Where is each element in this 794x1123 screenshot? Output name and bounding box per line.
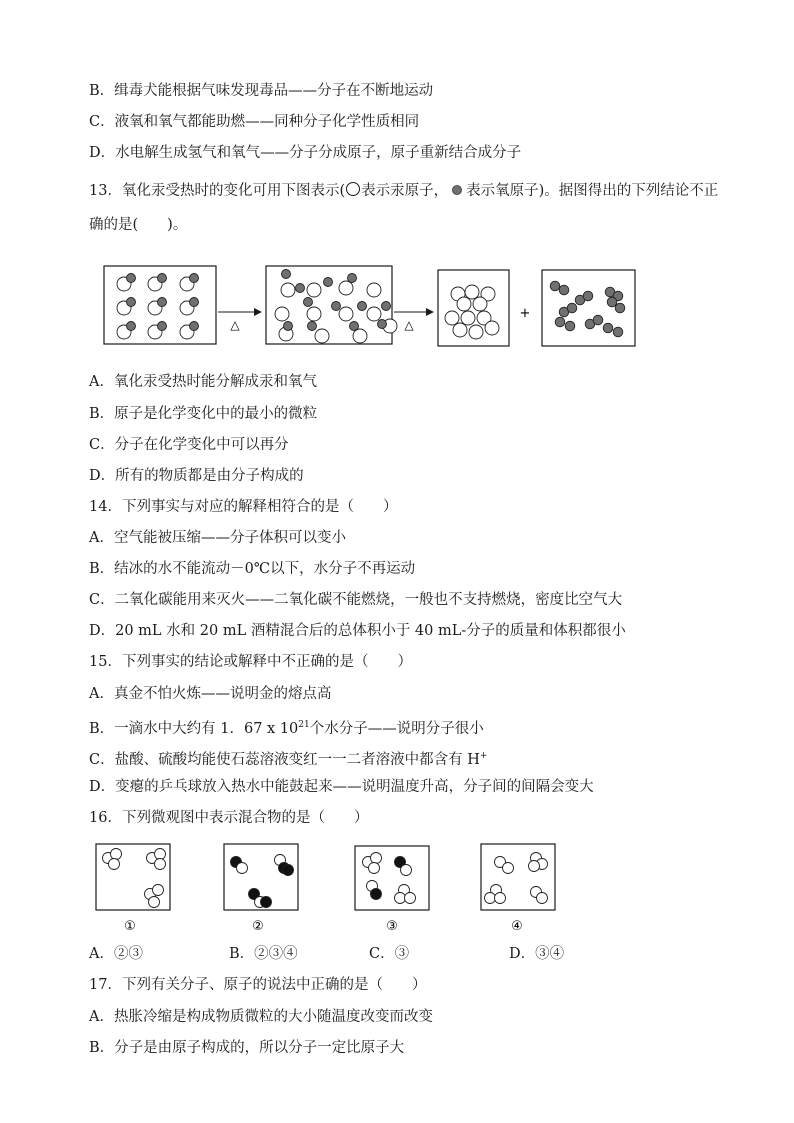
q16-box-3 [355,846,429,910]
q16-label-2: ② [252,919,264,934]
oxygen-atom [348,274,357,283]
q14-stem: 14．下列事实与对应的解释相符合的是（ ） [89,499,398,515]
q13-stem [89,181,718,201]
q12-option-d: D．水电解生成氢气和氧气——分子分成原子，原子重新结合成分子 [89,145,522,161]
q15-option-a: A．真金不怕火炼——说明金的熔点高 [89,686,332,702]
box-separated-atoms [266,266,397,344]
mercury-atom [457,297,471,311]
oxygen-atom [127,322,136,331]
white-atom [401,865,412,876]
oxygen-atom [555,317,565,327]
oxygen-atom-icon [450,183,464,197]
q16-option-c: C．③ [369,946,410,962]
oxygen-atom [332,302,341,311]
white-atom [503,863,514,874]
oxygen-atom [567,303,577,313]
oxygen-atom [284,322,293,331]
q16-label-4: ④ [511,919,523,934]
mercury-atom [469,325,483,339]
white-atom [155,859,166,870]
q14-option-b: B．结冰的水不能流动－0℃以下，水分子不再运动 [89,561,416,577]
plus-sign: + [519,306,531,321]
oxygen-atom [158,322,167,331]
white-atom [405,893,416,904]
white-atom [369,863,380,874]
white-atom [537,893,548,904]
white-atom [371,853,382,864]
oxygen-atom [190,298,199,307]
q16-box-1 [96,844,170,910]
mercury-atom [367,307,381,321]
mercury-atom-icon [345,181,361,197]
mercury-atom [485,321,499,335]
white-atom [149,897,160,908]
box-oxygen-molecules [542,270,635,346]
black-atom [283,865,294,876]
oxygen-atom [308,322,317,331]
q15-option-d: D．变瘪的乒乓球放入热水中能鼓起来——说明温度升高，分子间的间隔会变大 [89,779,594,795]
box-mercury-oxide-molecules [104,266,216,344]
white-atom [153,885,164,896]
mercury-atom [445,311,459,325]
q15-stem: 15．下列事实的结论或解释中不正确的是（ ） [89,654,412,670]
heat-symbol-2: △ [404,318,414,332]
oxygen-atom [350,322,359,331]
q15-option-c [89,746,487,770]
oxygen-atom [324,278,333,287]
q16-label-3: ③ [386,919,398,934]
mercury-atom [353,329,367,343]
q13-reaction-diagram [100,262,640,352]
mercury-atom [453,323,467,337]
q14-option-c: C．二氧化碳能用来灭火——二氧化碳不能燃烧，一般也不支持燃烧，密度比空气大 [89,592,623,608]
oxygen-atom [583,291,593,301]
q15-option-c-text: C．盐酸、硫酸均能使石蕊溶液变红一一二者溶液中都含有 H [89,751,480,768]
q16-box-4 [481,844,555,910]
q13-stem-part3: 表示氧原子)。据图得出的下列结论不正 [466,183,719,199]
oxygen-atom [358,302,367,311]
oxygen-atom [593,315,603,325]
q13-stem-line2: 确的是( )。 [89,217,188,233]
oxygen-atom [613,327,623,337]
mercury-atom [281,283,295,297]
oxygen-atom [127,298,136,307]
mercury-atom [465,285,479,299]
mercury-atom [461,311,475,325]
q16-option-d: D．③④ [509,946,565,962]
q15-option-b-text: B．一滴水中大约有 1．67 x 10 [89,720,299,737]
oxygen-atom [382,302,391,311]
q16-option-a: A．②③ [89,946,143,962]
mercury-atom [473,297,487,311]
q16-label-1: ① [124,919,136,934]
q13-stem-part2: 表示汞原子， [361,183,449,199]
oxygen-atom [158,274,167,283]
white-atom [395,893,406,904]
q12-option-b: B．缉毒犬能根据气味发现毒品——分子在不断地运动 [89,83,434,99]
oxygen-atom [158,298,167,307]
mercury-atom [307,307,321,321]
q12-option-c: C．液氧和氧气都能助燃——同种分子化学性质相同 [89,114,420,130]
q14-option-a: A．空气能被压缩——分子体积可以变小 [89,530,346,546]
white-atom [237,863,248,874]
black-atom [371,889,382,900]
oxygen-atom [190,322,199,331]
q17-option-b: B．分子是由原子构成的，所以分子一定比原子大 [89,1040,405,1056]
white-atom [495,893,506,904]
q15-option-b-text-end: 个水分子——说明分子很小 [309,720,484,737]
q15-option-b-exponent: 21 [298,720,310,730]
oxygen-atom [559,285,569,295]
q16-micro-diagrams [90,840,570,936]
black-atom [261,897,272,908]
mercury-atom [275,307,289,321]
mercury-atom [339,307,353,321]
oxygen-atom [607,297,617,307]
q14-option-d: D．20 mL 水和 20 mL 酒精混合后的总体积小于 40 mL-分子的质量和体积都很小 [89,623,626,639]
q16-box-2 [224,844,298,910]
heat-symbol-1: △ [230,318,240,332]
oxygen-atom [378,320,387,329]
q16-option-b: B．②③④ [229,946,298,962]
oxygen-atom [296,284,305,293]
q15-option-b [89,715,484,739]
oxygen-atom [190,274,199,283]
oxygen-atom [565,321,575,331]
mercury-atom [367,283,381,297]
white-atom [485,893,496,904]
q16-stem: 16．下列微观图中表示混合物的是（ ） [89,810,369,826]
white-atom [109,859,120,870]
white-atom [111,849,122,860]
q13-option-d: D．所有的物质都是由分子构成的 [89,468,304,484]
q13-option-b: B．原子是化学变化中的最小的微粒 [89,406,318,422]
oxygen-atom [615,303,625,313]
box-mercury-metal [438,270,509,346]
mercury-atom [339,281,353,295]
oxygen-atom [550,281,560,291]
oxygen-atom [304,298,313,307]
oxygen-atom [603,323,613,333]
q15-option-c-charge: + [479,751,488,761]
white-atom [155,849,166,860]
oxygen-atom [282,270,291,279]
q13-option-a: A．氧化汞受热时能分解成汞和氧气 [89,374,317,390]
oxygen-atom [127,274,136,283]
white-atom [529,861,540,872]
q13-option-c: C．分子在化学变化中可以再分 [89,437,289,453]
mercury-atom [315,329,329,343]
q17-stem: 17．下列有关分子、原子的说法中正确的是（ ） [89,977,427,993]
mercury-atom [307,283,321,297]
q13-stem-part1: 13．氧化汞受热时的变化可用下图表示( [89,183,346,199]
q17-option-a: A．热胀冷缩是构成物质微粒的大小随温度改变而改变 [89,1009,433,1025]
